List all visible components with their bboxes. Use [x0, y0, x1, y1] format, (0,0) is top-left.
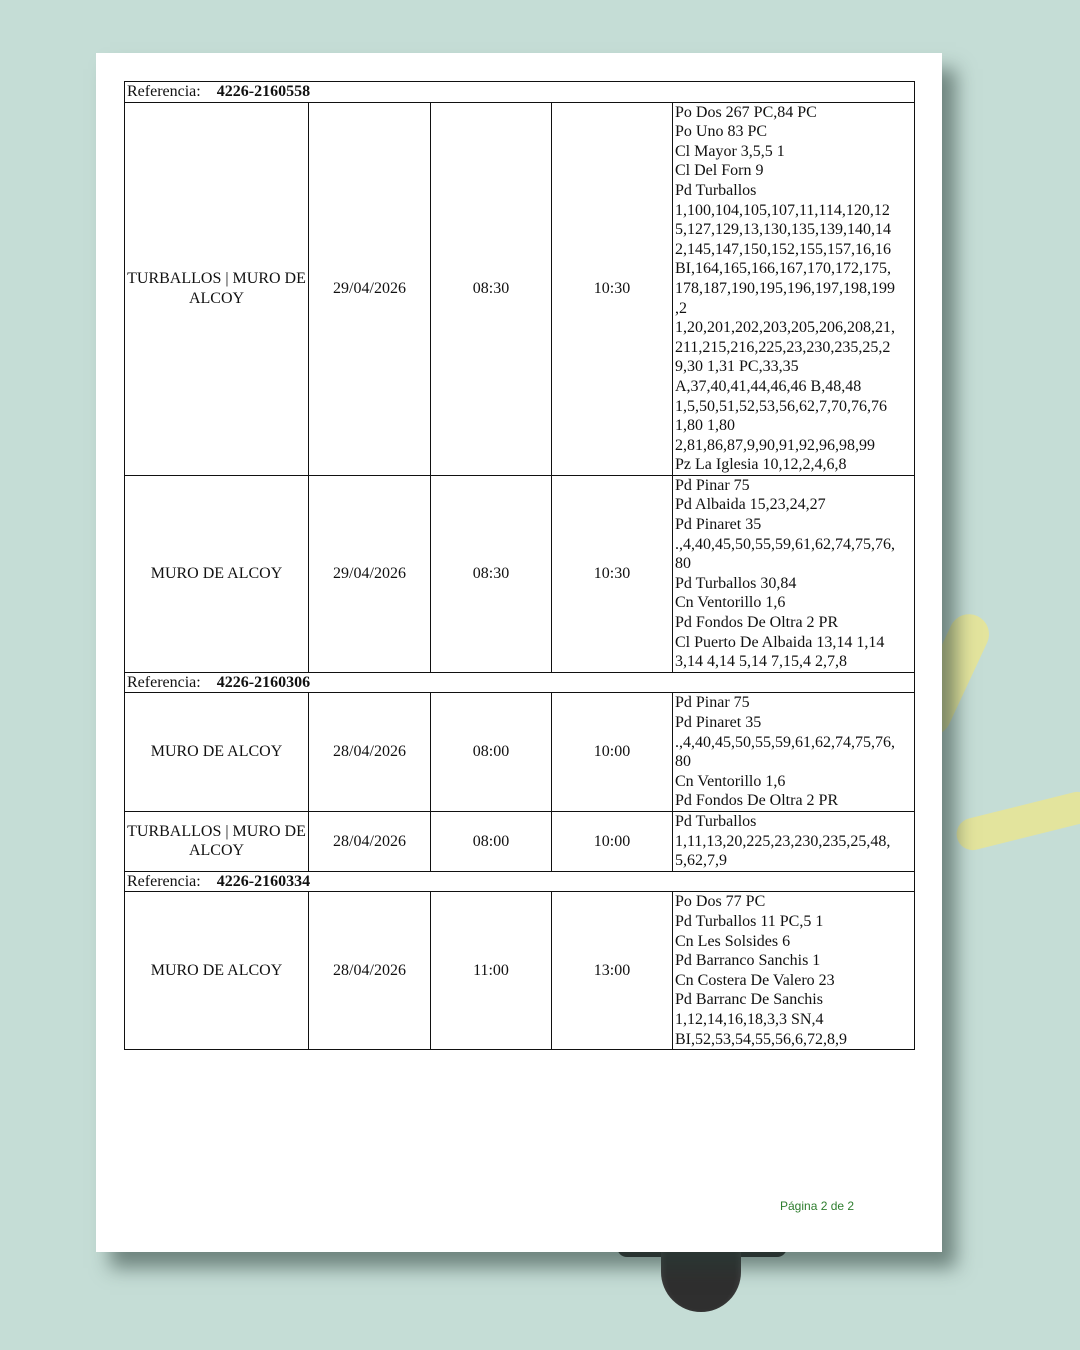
address-line: Pd Fondos De Oltra 2 PR	[675, 614, 839, 632]
address-line: Pd Albaida 15,23,24,27	[675, 496, 826, 514]
end-time-cell: 10:00	[552, 811, 673, 871]
address-line: 1,11,13,20,225,23,230,235,25,48,	[675, 832, 891, 850]
address-line: BI,164,165,166,167,170,172,175,	[675, 260, 891, 278]
end-time-cell: 13:00	[552, 892, 673, 1050]
start-time-cell: 11:00	[431, 892, 552, 1050]
address-line: Po Uno 83 PC	[675, 123, 768, 141]
reference-label: Referencia:	[127, 83, 201, 100]
address-line: Po Dos 267 PC,84 PC	[675, 103, 817, 121]
end-time-cell: 10:30	[552, 102, 673, 475]
address-line: Cn Ventorillo 1,6	[675, 594, 786, 612]
reference-code: 4226-2160306	[216, 673, 311, 691]
start-time-cell: 08:00	[431, 693, 552, 812]
address-line: 2,145,147,150,152,155,157,16,16	[675, 240, 891, 258]
end-time-cell: 10:30	[552, 475, 673, 672]
address-line: 211,215,216,225,23,230,235,25,2	[675, 338, 891, 356]
address-line: BI,52,53,54,55,56,6,72,8,9	[675, 1030, 847, 1048]
address-line: 1,5,50,51,52,53,56,62,7,70,76,76	[675, 397, 887, 415]
addresses-cell	[673, 475, 915, 672]
address-line: A,37,40,41,44,46,46 B,48,48	[675, 377, 862, 395]
location-cell: TURBALLOS | MURO DE ALCOY	[125, 102, 309, 475]
address-line: Pd Fondos De Oltra 2 PR	[675, 792, 839, 810]
address-line: Pd Pinar 75	[675, 694, 750, 712]
schedule-row	[125, 811, 915, 871]
address-line: ,2	[675, 299, 687, 317]
address-line: 9,30 1,31 PC,33,35	[675, 358, 799, 376]
address-line: Pd Pinaret 35	[675, 714, 762, 731]
address-line: Cl Puerto De Albaida 13,14 1,14	[675, 633, 885, 651]
address-line: Cl Del Forn 9	[675, 162, 764, 180]
reference-row	[125, 82, 915, 103]
address-line: 3,14 4,14 5,14 7,15,4 2,7,8	[675, 653, 847, 671]
reference-cell	[125, 871, 915, 892]
date-cell: 29/04/2026	[309, 102, 431, 475]
schedule-row	[125, 693, 915, 812]
start-time-cell: 08:30	[431, 475, 552, 672]
address-line: Cl Mayor 3,5,5 1	[675, 142, 785, 160]
reference-code: 4226-2160334	[216, 872, 311, 890]
schedule-body	[125, 82, 915, 1050]
document-page	[96, 53, 942, 1252]
date-cell: 28/04/2026	[309, 811, 431, 871]
address-line: Cn Ventorillo 1,6	[675, 772, 786, 790]
address-line: .,4,40,45,50,55,59,61,62,74,75,76,	[675, 535, 895, 553]
address-line: .,4,40,45,50,55,59,61,62,74,75,76,	[675, 733, 895, 751]
address-line: Po Dos 77 PC	[675, 893, 766, 911]
location-cell: TURBALLOS | MURO DE ALCOY	[125, 811, 309, 871]
addresses-cell	[673, 892, 915, 1050]
address-line: 2,81,86,87,9,90,91,92,96,98,99	[675, 436, 875, 454]
location-cell: MURO DE ALCOY	[125, 475, 309, 672]
date-cell: 29/04/2026	[309, 475, 431, 672]
reference-row	[125, 672, 915, 693]
page-number: Página 2 de 2	[780, 1199, 855, 1213]
addresses-cell	[673, 102, 915, 475]
address-line: 80	[675, 555, 691, 573]
address-line: Pd Turballos	[675, 812, 757, 830]
reference-label: Referencia:	[127, 673, 201, 691]
schedule-row	[125, 102, 915, 475]
address-line: 80	[675, 753, 691, 771]
address-line: Pd Barranc De Sanchis	[675, 991, 823, 1009]
address-line: Pd Turballos 30,84	[675, 574, 797, 592]
address-line: 1,20,201,202,203,205,206,208,21,	[675, 319, 895, 337]
address-line: Pd Pinar 75	[675, 476, 750, 494]
reference-cell	[125, 82, 915, 103]
addresses-cell	[673, 693, 915, 812]
address-line: Cn Les Solsides 6	[675, 932, 791, 950]
date-cell: 28/04/2026	[309, 892, 431, 1050]
reference-label: Referencia:	[127, 872, 201, 890]
outage-schedule-table	[124, 81, 915, 1050]
address-line: 1,80 1,80	[675, 417, 735, 435]
end-time-cell: 10:00	[552, 693, 673, 812]
location-cell: MURO DE ALCOY	[125, 892, 309, 1050]
addresses-cell	[673, 811, 915, 871]
reference-cell	[125, 672, 915, 693]
address-line: 1,12,14,16,18,3,3 SN,4	[675, 1010, 824, 1028]
address-line: Pz La Iglesia 10,12,2,4,6,8	[675, 456, 847, 474]
location-cell: MURO DE ALCOY	[125, 693, 309, 812]
date-cell: 28/04/2026	[309, 693, 431, 812]
start-time-cell: 08:00	[431, 811, 552, 871]
start-time-cell: 08:30	[431, 102, 552, 475]
address-line: Pd Turballos	[675, 181, 757, 199]
schedule-row	[125, 892, 915, 1050]
address-line: Pd Pinaret 35	[675, 516, 762, 534]
address-line: Pd Turballos 11 PC,5 1	[675, 912, 824, 930]
address-line: Cn Costera De Valero 23	[675, 971, 835, 989]
reference-code: 4226-2160558	[216, 83, 311, 100]
address-line: 1,100,104,105,107,11,114,120,12	[675, 201, 890, 219]
address-line: 5,62,7,9	[675, 852, 727, 870]
address-line: Pd Barranco Sanchis 1	[675, 952, 821, 970]
address-line: 178,187,190,195,196,197,198,199	[675, 279, 895, 297]
address-line: 5,127,129,13,130,135,139,140,14	[675, 221, 891, 239]
schedule-row	[125, 475, 915, 672]
decorative-yellow-shape	[953, 789, 1080, 854]
reference-row	[125, 871, 915, 892]
